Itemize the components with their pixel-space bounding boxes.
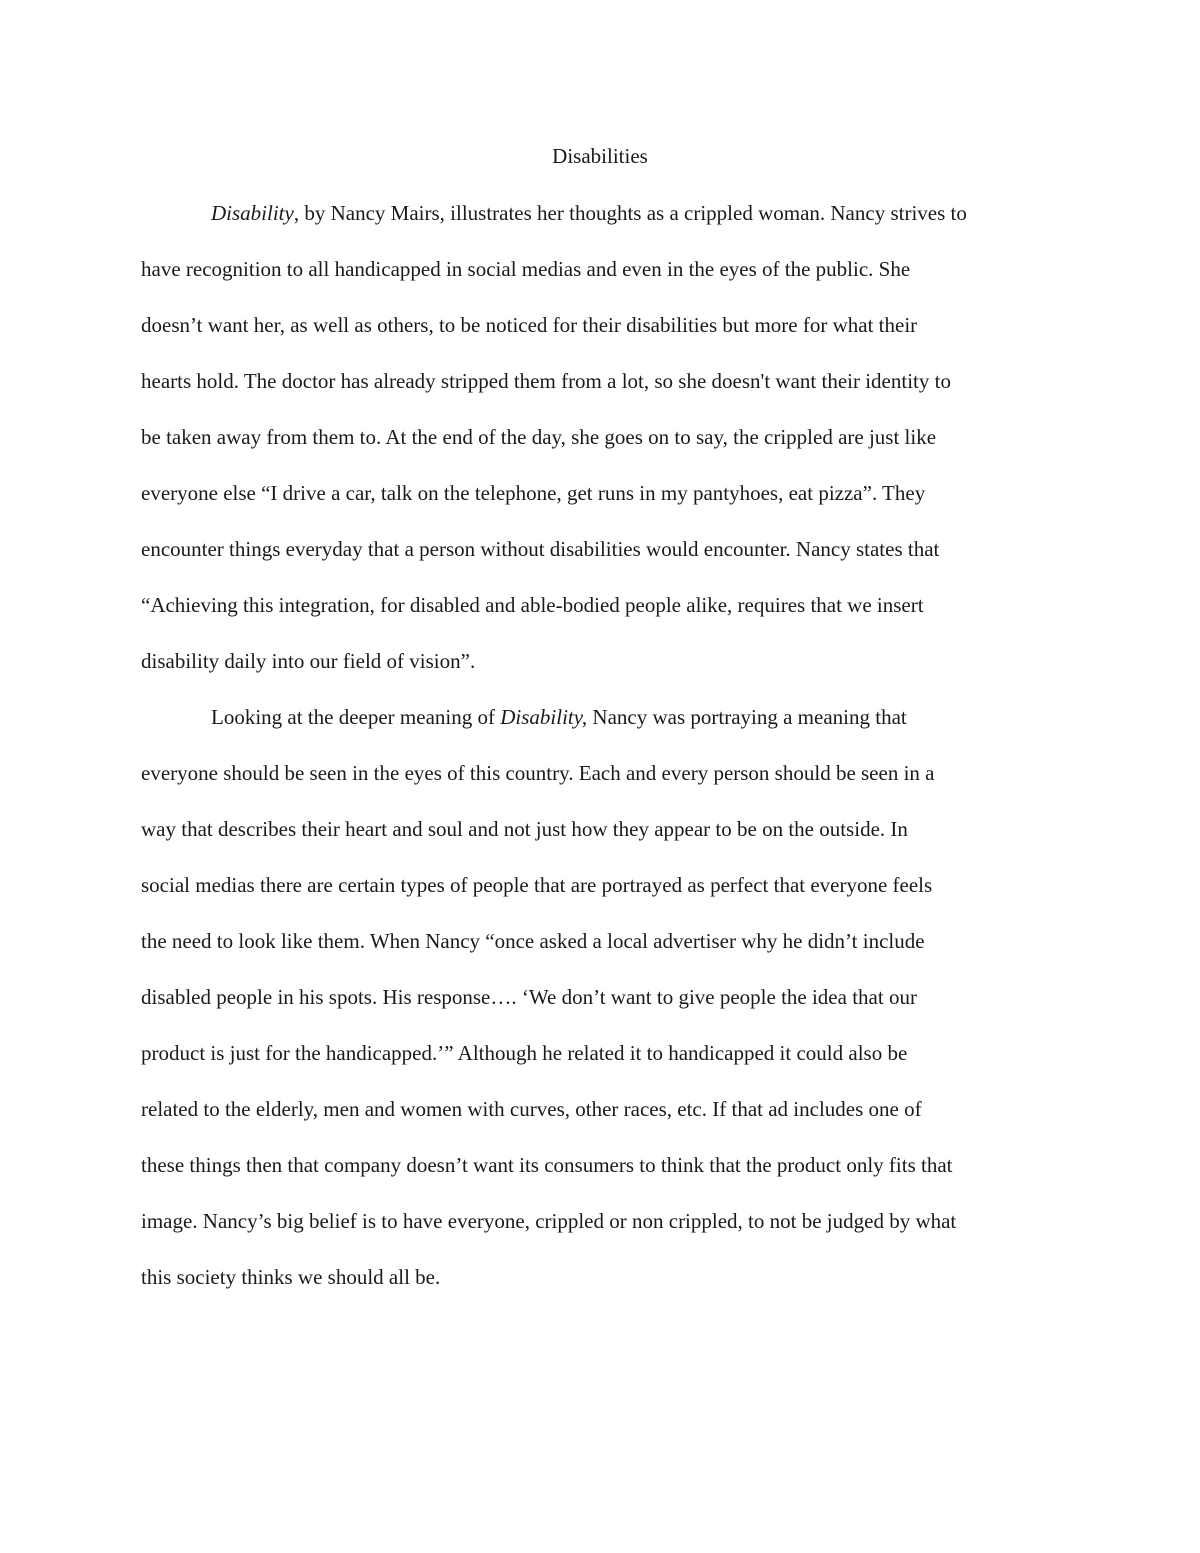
paragraph-2-line-6: disabled people in his spots. His response…. ‘We don’t want to give people the idea that our xyxy=(141,985,917,1009)
paragraph-1-line-9: disability daily into our field of vision”. xyxy=(141,649,476,673)
paragraph-1-line-5: be taken away from them to. At the end of the day, she goes on to say, the crippled are just like xyxy=(141,425,937,449)
paragraph-1-line-4: hearts hold. The doctor has already stripped them from a lot, so she doesn't want their identity to xyxy=(141,369,951,393)
paragraph-1-line-7: encounter things everyday that a person without disabilities would encounter. Nancy states that xyxy=(141,537,940,561)
paragraph-2-line-1-after: Nancy was portraying a meaning that xyxy=(587,705,907,729)
paragraph-2-line-1-before: Looking at the deeper meaning of xyxy=(211,705,501,729)
paragraph-1-line-3: doesn’t want her, as well as others, to be noticed for their disabilities but more for what their xyxy=(141,313,918,337)
work-title-italic: Disability xyxy=(211,201,294,225)
paragraph-1-line-1 xyxy=(211,198,967,228)
paragraph-2-line-8: related to the elderly, men and women with curves, other races, etc. If that ad includes one of xyxy=(141,1097,922,1121)
paragraph-2-line-11: this society thinks we should all be. xyxy=(141,1265,441,1289)
paragraph-2-line-7: product is just for the handicapped.’” Although he related it to handicapped it could also be xyxy=(141,1041,908,1065)
paragraph-2-line-3: way that describes their heart and soul and not just how they appear to be on the outside. In xyxy=(141,817,908,841)
paragraph-1-line-6: everyone else “I drive a car, talk on the telephone, get runs in my pantyhoes, eat pizza”. They xyxy=(141,481,926,505)
paragraph-2-line-2: everyone should be seen in the eyes of this country. Each and every person should be seen in a xyxy=(141,761,935,785)
paragraph-1-line-2: have recognition to all handicapped in social medias and even in the eyes of the public. She xyxy=(141,257,911,281)
paragraph-1-line-1-text: , by Nancy Mairs, illustrates her thoughts as a crippled woman. Nancy strives to xyxy=(293,201,967,225)
paragraph-1-line-8: “Achieving this integration, for disabled and able-bodied people alike, requires that we insert xyxy=(141,593,924,617)
document-title: Disabilities xyxy=(552,144,648,168)
paragraph-2-line-4: social medias there are certain types of people that are portrayed as perfect that everyone feels xyxy=(141,873,933,897)
paragraph-2-line-9: these things then that company doesn’t want its consumers to think that the product only fits that xyxy=(141,1153,953,1177)
work-title-italic: Disability, xyxy=(500,705,588,729)
paragraph-2-line-5: the need to look like them. When Nancy “once asked a local advertiser why he didn’t include xyxy=(141,929,925,953)
paragraph-2-line-1 xyxy=(211,702,907,732)
paragraph-2-line-10: image. Nancy’s big belief is to have everyone, crippled or non crippled, to not be judged by what xyxy=(141,1209,957,1233)
